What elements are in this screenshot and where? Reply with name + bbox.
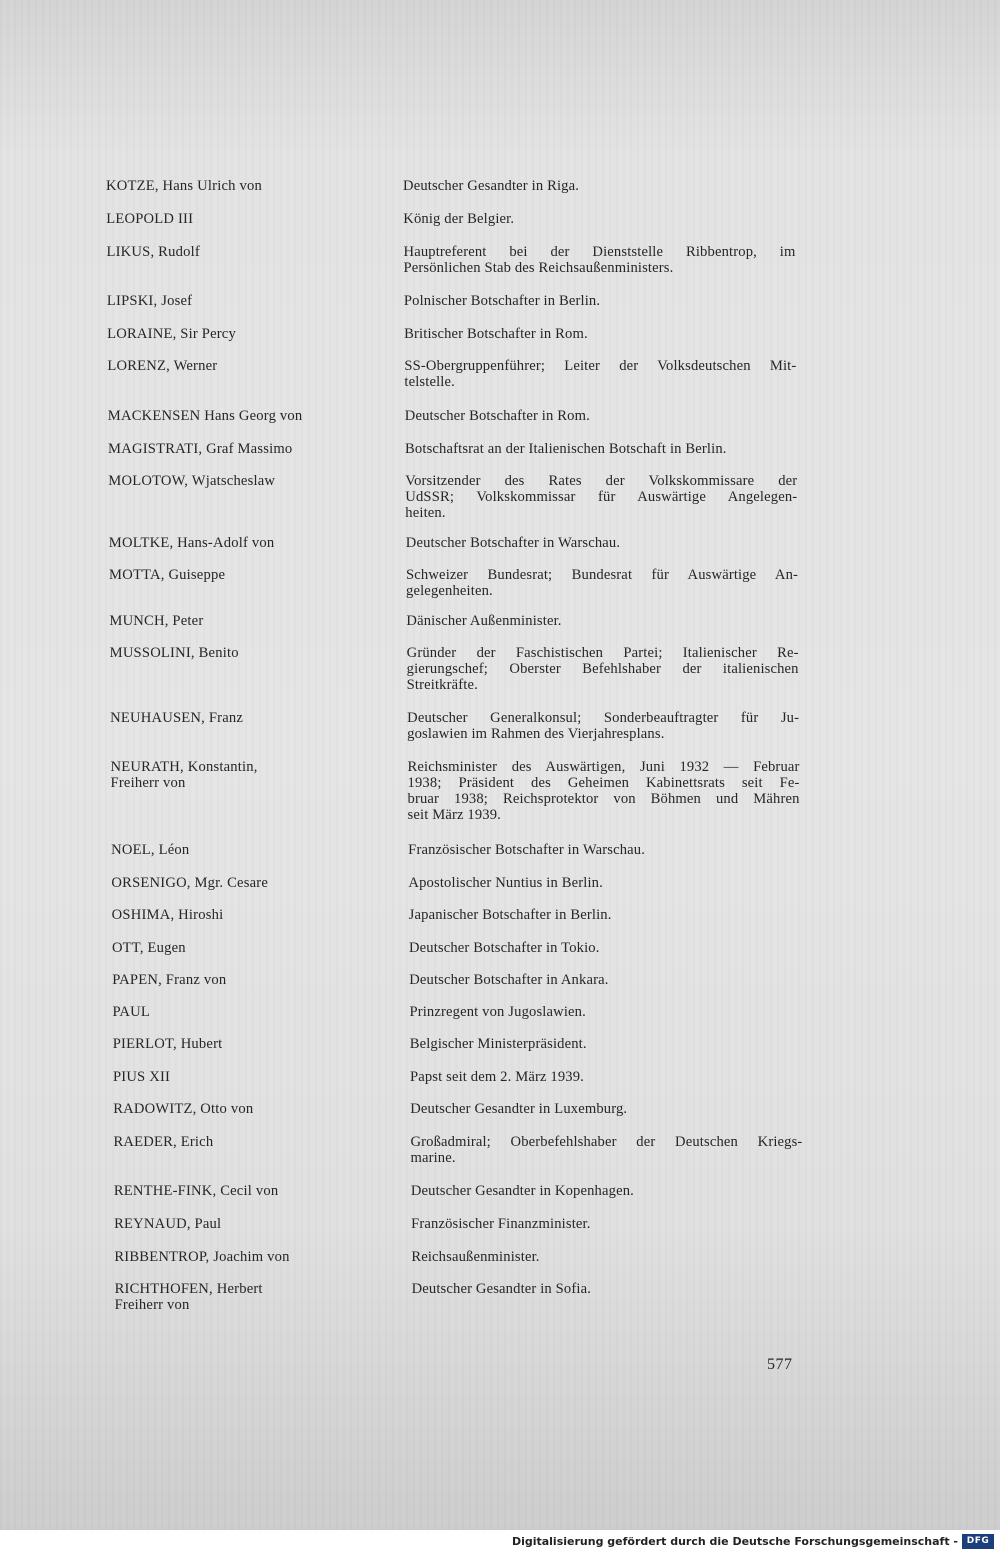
description-line: Deutscher Generalkonsul; Sonderbeauftragter für Ju- xyxy=(407,710,800,726)
description-line: Reichsminister des Auswärtigen, Juni 1932 — Februar xyxy=(407,759,800,775)
footer-bar xyxy=(0,1530,1000,1554)
person-name xyxy=(114,1249,374,1265)
description-line: Vorsitzender des Rates der Volkskommissare der xyxy=(405,473,798,489)
person-name xyxy=(113,1101,373,1117)
description-line: Deutscher Botschafter in Warschau. xyxy=(405,535,621,551)
description-line: Deutscher Gesandter in Riga. xyxy=(403,178,580,194)
person-description xyxy=(404,293,796,309)
description-line: marine. xyxy=(410,1150,456,1166)
description-line: Französischer Botschafter in Warschau. xyxy=(408,842,646,858)
person-name-line: NEURATH, Konstantin, xyxy=(110,759,258,775)
person-name xyxy=(106,178,366,194)
person-description xyxy=(409,972,801,988)
person-name xyxy=(107,244,367,260)
person-description xyxy=(409,940,801,956)
description-line: Reichsaußenminister. xyxy=(411,1249,540,1265)
person-name xyxy=(115,1281,375,1313)
footer-credit-text: Digitalisierung gefördert durch die Deutsche Forschungsgemeinschaft - xyxy=(511,1535,958,1548)
person-name-line: MOLOTOW, Wjatscheslaw xyxy=(108,473,276,489)
description-line: Streitkräfte. xyxy=(406,677,478,693)
person-name xyxy=(112,972,372,988)
person-name-line: OSHIMA, Hiroshi xyxy=(111,907,224,923)
person-name-line: NOEL, Léon xyxy=(111,842,190,858)
person-name xyxy=(111,842,371,858)
description-line: Französischer Finanzminister. xyxy=(411,1216,591,1232)
person-name-line: Freiherr von xyxy=(114,1297,190,1313)
description-line: Deutscher Botschafter in Rom. xyxy=(404,408,590,424)
person-description xyxy=(411,1249,803,1265)
description-line: Prinzregent von Jugoslawien. xyxy=(409,1004,586,1020)
person-name-line: PAPEN, Franz von xyxy=(112,972,227,988)
person-name xyxy=(111,759,371,791)
description-line: Deutscher Gesandter in Luxemburg. xyxy=(410,1101,628,1117)
person-name-line: ORSENIGO, Mgr. Cesare xyxy=(111,875,269,891)
person-name xyxy=(108,473,368,489)
person-name xyxy=(107,358,367,374)
person-name-line: OTT, Eugen xyxy=(111,940,186,956)
description-line: Persönlichen Stab des Reichsaußenministers. xyxy=(403,260,674,276)
person-name xyxy=(112,1004,372,1020)
person-name-line: MOLTKE, Hans-Adolf von xyxy=(108,535,275,551)
person-name xyxy=(110,710,370,726)
person-name-line: LIPSKI, Josef xyxy=(106,293,193,309)
person-description xyxy=(410,1069,802,1085)
person-name xyxy=(110,645,370,661)
person-description xyxy=(410,1134,802,1166)
description-line: seit März 1939. xyxy=(407,807,501,823)
page-number: 577 xyxy=(767,1356,793,1373)
person-name xyxy=(107,293,367,309)
person-name-line: MAGISTRATI, Graf Massimo xyxy=(108,441,293,457)
description-line: gierungschef; Oberster Befehlshaber der italienischen xyxy=(406,661,799,677)
description-line: Papst seit dem 2. März 1939. xyxy=(409,1069,584,1085)
person-name-line: RADOWITZ, Otto von xyxy=(113,1101,254,1117)
person-name-line: Freiherr von xyxy=(110,775,186,791)
description-line: 1938; Präsident des Geheimen Kabinettsrats seit Fe- xyxy=(407,775,800,791)
description-line: bruar 1938; Reichsprotektor von Böhmen und Mähren xyxy=(407,791,800,807)
person-description xyxy=(410,1036,802,1052)
person-name xyxy=(106,211,366,227)
person-name-line: LEOPOLD III xyxy=(106,211,194,227)
description-line: Hauptreferent bei der Dienststelle Ribbentrop, im xyxy=(403,244,796,260)
person-name xyxy=(113,1036,373,1052)
person-name xyxy=(113,1069,373,1085)
person-name-line: RENTHE-FINK, Cecil von xyxy=(113,1183,279,1199)
person-description xyxy=(405,473,797,521)
person-description xyxy=(409,907,801,923)
person-description xyxy=(407,645,799,693)
person-name-line: PAUL xyxy=(112,1004,151,1020)
description-line: Polnischer Botschafter in Berlin. xyxy=(403,293,601,309)
person-name-line: PIUS XII xyxy=(112,1069,171,1085)
description-line: telstelle. xyxy=(404,374,455,390)
description-line: Belgischer Ministerpräsident. xyxy=(409,1036,587,1052)
person-name xyxy=(112,907,372,923)
description-line: gelegenheiten. xyxy=(406,583,493,599)
dfg-logo-icon: DFG xyxy=(962,1534,994,1549)
person-description xyxy=(412,1281,804,1297)
description-line: Schweizer Bundesrat; Bundesrat für Auswärtige An- xyxy=(406,567,799,583)
person-name-line: MUSSOLINI, Benito xyxy=(109,645,239,661)
description-line: SS-Obergruppenführer; Leiter der Volksdeutschen Mit- xyxy=(404,358,797,374)
person-name xyxy=(114,1216,374,1232)
person-name xyxy=(109,535,369,551)
person-description xyxy=(409,1004,801,1020)
person-name xyxy=(113,1134,373,1150)
person-description xyxy=(404,358,796,390)
person-description xyxy=(405,441,797,457)
person-description xyxy=(411,1183,803,1199)
description-line: UdSSR; Volkskommissar für Auswärtige Angelegen- xyxy=(405,489,798,505)
description-line: Dänischer Außenminister. xyxy=(406,613,562,629)
description-line: Apostolischer Nuntius in Berlin. xyxy=(408,875,603,891)
person-description xyxy=(411,1216,803,1232)
person-description xyxy=(404,244,796,276)
person-name-line: MOTTA, Guiseppe xyxy=(109,567,226,583)
description-line: Deutscher Gesandter in Kopenhagen. xyxy=(410,1183,634,1199)
person-name-line: LIKUS, Rudolf xyxy=(106,244,200,260)
person-description xyxy=(410,1101,802,1117)
person-description xyxy=(403,178,795,194)
person-description xyxy=(408,842,800,858)
person-description xyxy=(404,326,796,342)
person-name-line: KOTZE, Hans Ulrich von xyxy=(106,178,262,194)
person-name-line: MUNCH, Peter xyxy=(109,613,204,629)
person-name-line: REYNAUD, Paul xyxy=(114,1216,222,1232)
description-line: goslawien im Rahmen des Vierjahresplans. xyxy=(407,726,665,742)
person-name-line: NEUHAUSEN, Franz xyxy=(110,710,244,726)
person-name xyxy=(108,408,368,424)
person-name xyxy=(112,940,372,956)
description-line: heiten. xyxy=(405,505,446,521)
description-line: Deutscher Gesandter in Sofia. xyxy=(411,1281,592,1297)
person-name-line: LORAINE, Sir Percy xyxy=(107,326,236,342)
person-description xyxy=(408,875,800,891)
person-name xyxy=(107,326,367,342)
person-name-line: MACKENSEN Hans Georg von xyxy=(107,408,303,424)
person-name-line: RIBBENTROP, Joachim von xyxy=(114,1249,290,1265)
description-line: Deutscher Botschafter in Ankara. xyxy=(409,972,609,988)
person-name-line: RAEDER, Erich xyxy=(113,1134,214,1150)
person-name-line: LORENZ, Werner xyxy=(107,358,218,374)
description-line: König der Belgier. xyxy=(403,211,515,227)
person-name-line: PIERLOT, Hubert xyxy=(112,1036,223,1052)
person-name xyxy=(114,1183,374,1199)
description-line: Deutscher Botschafter in Tokio. xyxy=(408,940,600,956)
person-description xyxy=(408,759,800,823)
person-description xyxy=(406,535,798,551)
person-name xyxy=(109,613,369,629)
person-description xyxy=(407,710,799,742)
person-description xyxy=(406,613,798,629)
description-line: Britischer Botschafter in Rom. xyxy=(404,326,588,342)
person-name xyxy=(108,441,368,457)
description-line: Großadmiral; Oberbefehlshaber der Deutschen Kriegs- xyxy=(410,1134,803,1150)
person-description xyxy=(403,211,795,227)
description-line: Botschaftsrat an der Italienischen Botschaft in Berlin. xyxy=(405,441,727,457)
person-name xyxy=(111,875,371,891)
person-name-line: RICHTHOFEN, Herbert xyxy=(114,1281,263,1297)
person-description xyxy=(405,408,797,424)
description-line: Japanischer Botschafter in Berlin. xyxy=(408,907,612,923)
person-name xyxy=(109,567,369,583)
description-line: Gründer der Faschistischen Partei; Italienischer Re- xyxy=(406,645,799,661)
person-description xyxy=(406,567,798,599)
